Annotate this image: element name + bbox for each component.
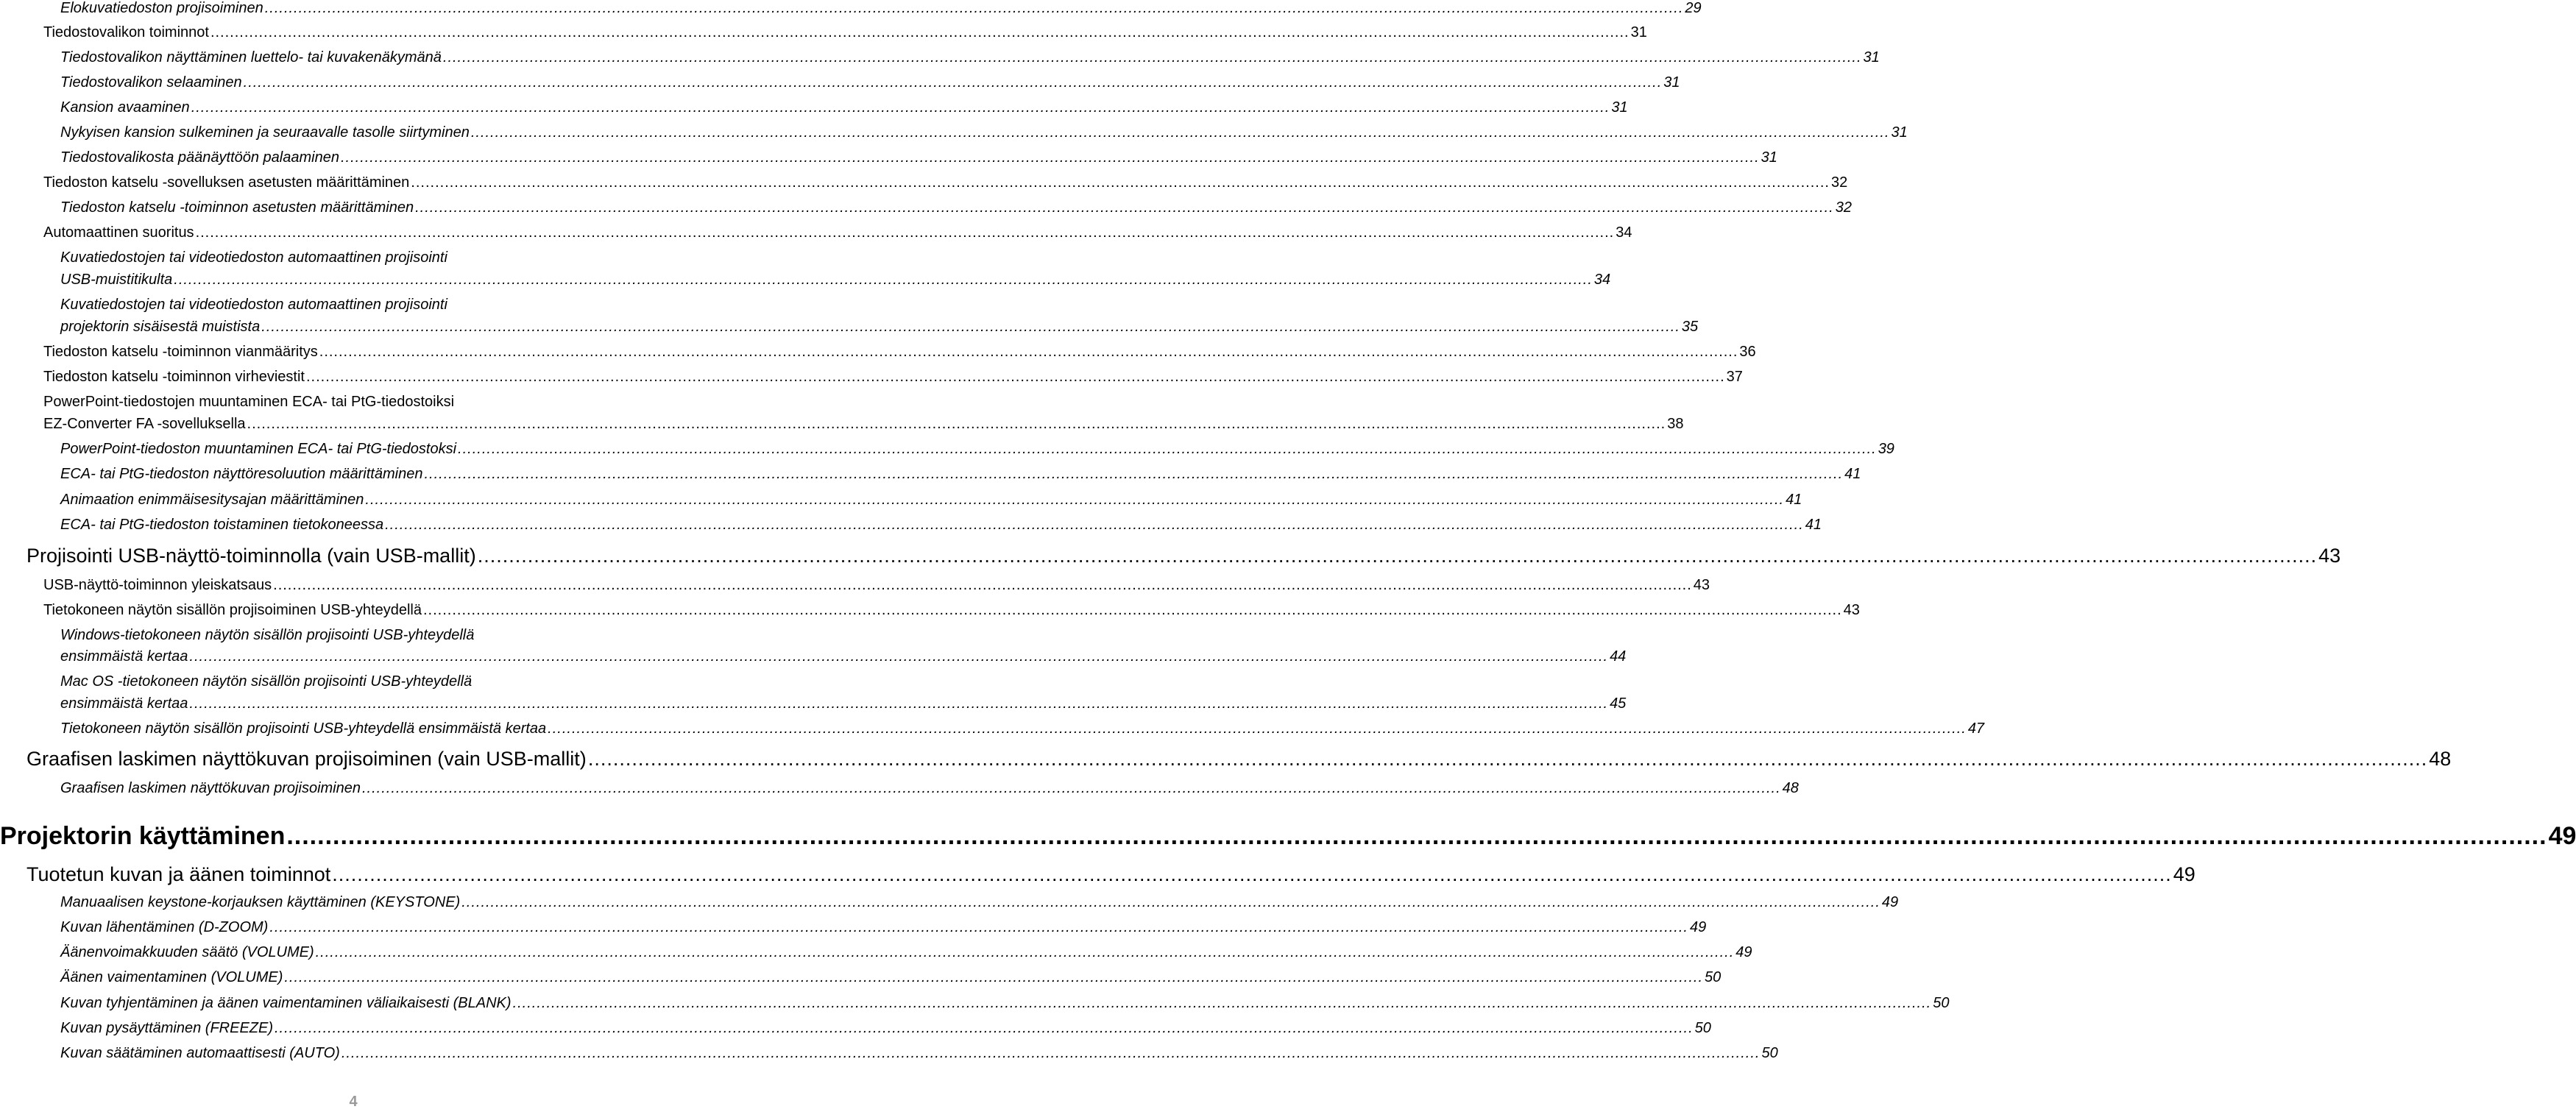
toc-entry-title: EZ-Converter FA -sovelluksella [43,416,246,432]
toc-entry-title: Äänenvoimakkuuden säätö (VOLUME) [60,944,314,960]
toc-entry-page: 41 [1844,466,1861,482]
toc-entry-page: 48 [1782,780,1799,796]
toc-entry-title: Tiedoston katselu -sovelluksen asetusten määrittäminen [43,174,410,191]
dot-leader [471,124,1890,141]
toc-entry[interactable] [26,863,2195,886]
toc-entry-page: 49 [1881,894,1899,910]
toc-entry[interactable] [26,748,2452,771]
toc-entry-title: Tietokoneen näytön sisällön projisointi USB-yhteydellä ensimmäistä kertaa [60,720,547,737]
toc-entry-page: 48 [2429,748,2452,770]
toc-entry-title: Kuvan tyhjentäminen ja äänen vaimentaminen väliaikaisesti (BLANK) [60,995,512,1011]
toc-entry[interactable] [60,99,1628,116]
toc-entry[interactable] [60,995,1950,1012]
toc-entry[interactable] [60,780,1799,797]
toc-entry[interactable] [60,695,1627,712]
toc-entry-title: Elokuvatiedoston projisoiminen [60,0,263,16]
toc-entry-title: Kuvan säätäminen automaattisesti (AUTO) [60,1045,340,1061]
toc-entry-title-first-line[interactable]: Kuvatiedostojen tai videotiedoston automaattinen projisointi [60,297,447,313]
toc-entry-title: Tietokoneen näytön sisällön projisoiminen USB-yhteydellä [43,602,422,618]
dot-leader [265,0,1684,17]
toc-entry-title: ECA- tai PtG-tiedoston näyttöresoluution määrittäminen [60,466,423,482]
toc-entry-title: Animaation enimmäisesitysajan määrittäminen [60,492,364,508]
toc-entry-title: Tiedostovalikon näyttäminen luettelo- tai kuvakenäkymänä [60,49,442,65]
toc-entry-title: projektorin sisäisestä muistista [60,319,261,335]
toc-entry-title-first-line[interactable]: Kuvatiedostojen tai videotiedoston automaattinen projisointi [60,249,447,266]
toc-entry[interactable] [43,416,1684,433]
toc-entry-page: 47 [1967,720,1985,737]
toc-entry[interactable] [43,24,1647,41]
toc-entry-page: 44 [1610,648,1627,665]
toc-entry[interactable] [43,369,1743,386]
toc-entry[interactable] [60,466,1861,483]
toc-entry-title: Graafisen laskimen näyttökuvan projisoiminen [60,780,361,796]
dot-leader [316,944,1735,961]
dot-leader [273,577,1692,594]
toc-entry-page: 31 [1663,74,1680,91]
toc-entry-title: Nykyisen kansion sulkeminen ja seuraavalle tasolle siirtyminen [60,124,470,141]
toc-entry-page: 32 [1835,199,1852,216]
toc-entry[interactable] [60,1020,1711,1037]
toc-entry-page: 31 [1761,149,1777,166]
dot-leader [458,441,1877,458]
toc-entry[interactable] [60,648,1627,665]
dot-leader [332,863,2171,886]
toc-entry[interactable] [60,0,1702,17]
toc-entry-title: Tiedoston katselu -toiminnon asetusten määrittäminen [60,199,414,216]
toc-entry-page: 43 [1843,602,1860,618]
toc-entry[interactable] [60,894,1899,911]
toc-entry-page: 32 [1830,174,1848,191]
dot-leader [341,149,1760,166]
toc-entry-title: Projektorin käyttäminen [0,822,286,850]
toc-entry-title: Tiedostovalikon toiminnot [43,24,209,40]
toc-entry[interactable] [43,577,1710,594]
toc-entry-title: ensimmäistä kertaa [60,648,188,665]
toc-entry[interactable] [43,224,1632,241]
toc-entry-title-first-line[interactable]: Mac OS -tietokoneen näytön sisällön projisointi USB-yhteydellä [60,673,473,690]
toc-entry-title-first-line[interactable]: PowerPoint-tiedostojen muuntaminen ECA- tai PtG-tiedostoiksi [43,394,455,410]
toc-entry-title: Kansion avaaminen [60,99,190,116]
toc-entry[interactable] [60,124,1908,141]
dot-leader [424,466,1843,483]
dot-leader [284,969,1703,986]
toc-entry-page: 38 [1667,416,1684,432]
toc-entry-title-first-line[interactable]: Windows-tietokoneen näytön sisällön projisointi USB-yhteydellä [60,627,475,643]
toc-entry-page: 43 [1693,577,1710,593]
dot-leader [196,224,1615,241]
toc-entry-title: USB-näyttö-toiminnon yleiskatsaus [43,577,272,593]
toc-entry-page: 34 [1593,272,1611,288]
toc-entry-page: 34 [1616,224,1632,241]
dot-leader [342,1045,1761,1062]
dot-leader [189,695,1608,712]
toc-entry-page: 29 [1685,0,1702,16]
dot-leader [423,602,1842,619]
dot-leader [548,720,1967,737]
toc-entry-page: 45 [1610,695,1627,712]
toc-entry-page: 39 [1878,441,1894,457]
dot-leader [189,648,1608,665]
toc-entry-page: 49 [2173,863,2195,885]
toc-entry-title: Tiedoston katselu -toiminnon vianmääritys [43,344,318,360]
toc-entry-title: ensimmäistä kertaa [60,695,188,712]
toc-entry-title: Kuvan lähentäminen (D-ZOOM) [60,919,269,935]
toc-entry-page: 31 [1863,49,1880,65]
toc-entry-page: 50 [1705,969,1722,985]
dot-leader [411,174,1830,191]
dot-leader [286,822,2547,851]
toc-entry-title: Äänen vaimentaminen (VOLUME) [60,969,283,985]
dot-leader [174,272,1593,288]
toc-entry-title: Kuvan pysäyttäminen (FREEZE) [60,1020,273,1036]
dot-leader [415,199,1834,216]
toc-entry-title: Tiedostovalikon selaaminen [60,74,242,91]
toc-entry-page: 49 [1735,944,1752,960]
toc-entry[interactable] [60,944,1752,961]
dot-leader [210,24,1630,41]
dot-leader [513,995,1932,1012]
dot-leader [306,369,1725,386]
dot-leader [269,919,1688,936]
dot-leader [244,74,1663,91]
dot-leader [461,894,1880,911]
toc-entry-title: PowerPoint-tiedoston muuntaminen ECA- tai PtG-tiedostoksi [60,441,457,457]
toc-entry[interactable] [26,545,2341,567]
toc-entry[interactable] [43,344,1756,361]
toc-entry[interactable] [43,602,1860,619]
dot-leader [247,416,1666,433]
toc-entry-title: Projisointi USB-näyttö-toiminnolla (vain USB-mallit) [26,545,476,567]
toc-entry-page: 36 [1739,344,1756,360]
dot-leader [191,99,1610,116]
toc-entry[interactable] [0,822,2576,851]
toc-entry-page: 31 [1891,124,1908,141]
toc-entry[interactable] [60,149,1777,166]
toc-entry[interactable] [60,441,1894,458]
toc-entry-title: Graafisen laskimen näyttökuvan projisoiminen (vain USB-mallit) [26,748,587,770]
toc-entry-page: 41 [1786,492,1802,508]
toc-entry[interactable] [60,49,1880,66]
toc-entry-page: 49 [1689,919,1707,935]
dot-leader [319,344,1738,361]
toc-entry-page: 41 [1805,517,1822,533]
toc-entry[interactable] [60,1045,1778,1062]
dot-leader [362,780,1781,797]
dot-leader [365,492,1784,509]
dot-leader [261,319,1680,336]
toc-entry[interactable] [43,174,1848,191]
toc-entry-page: 43 [2318,545,2341,567]
page-number: 4 [349,1094,358,1110]
toc-entry[interactable] [60,319,1699,336]
toc-entry[interactable] [60,492,1802,509]
dot-leader [478,545,2317,567]
toc-entry[interactable] [60,720,1985,737]
toc-entry-page: 37 [1726,369,1743,385]
toc-entry[interactable] [60,919,1707,936]
toc-entry-title: Automaattinen suoritus [43,224,194,241]
toc-entry-title: Tiedostovalikosta päänäyttöön palaaminen [60,149,339,166]
toc-entry[interactable] [60,272,1611,288]
toc-entry-page: 31 [1630,24,1647,40]
dot-leader [385,517,1804,534]
toc-entry-page: 50 [1761,1045,1778,1061]
toc-entry-page: 31 [1611,99,1628,116]
toc-entry-page: 49 [2548,822,2576,850]
dot-leader [588,748,2427,771]
dot-leader [275,1020,1694,1037]
toc-entry-page: 50 [1694,1020,1711,1036]
toc-entry[interactable] [60,969,1722,986]
toc-entry-title: Tuotetun kuvan ja äänen toiminnot [26,863,331,885]
toc-entry-page: 35 [1681,319,1699,335]
toc-entry[interactable] [60,517,1822,534]
toc-entry-title: USB-muistitikulta [60,272,173,288]
toc-entry-title: Tiedoston katselu -toiminnon virheviestit [43,369,305,385]
toc-entry[interactable] [60,74,1680,91]
dot-leader [443,49,1862,66]
toc-entry-page: 50 [1933,995,1950,1011]
toc-entry[interactable] [60,199,1852,216]
toc-entry-title: Manuaalisen keystone-korjauksen käyttäminen (KEYSTONE) [60,894,461,910]
toc-entry-title: ECA- tai PtG-tiedoston toistaminen tietokoneessa [60,517,384,533]
